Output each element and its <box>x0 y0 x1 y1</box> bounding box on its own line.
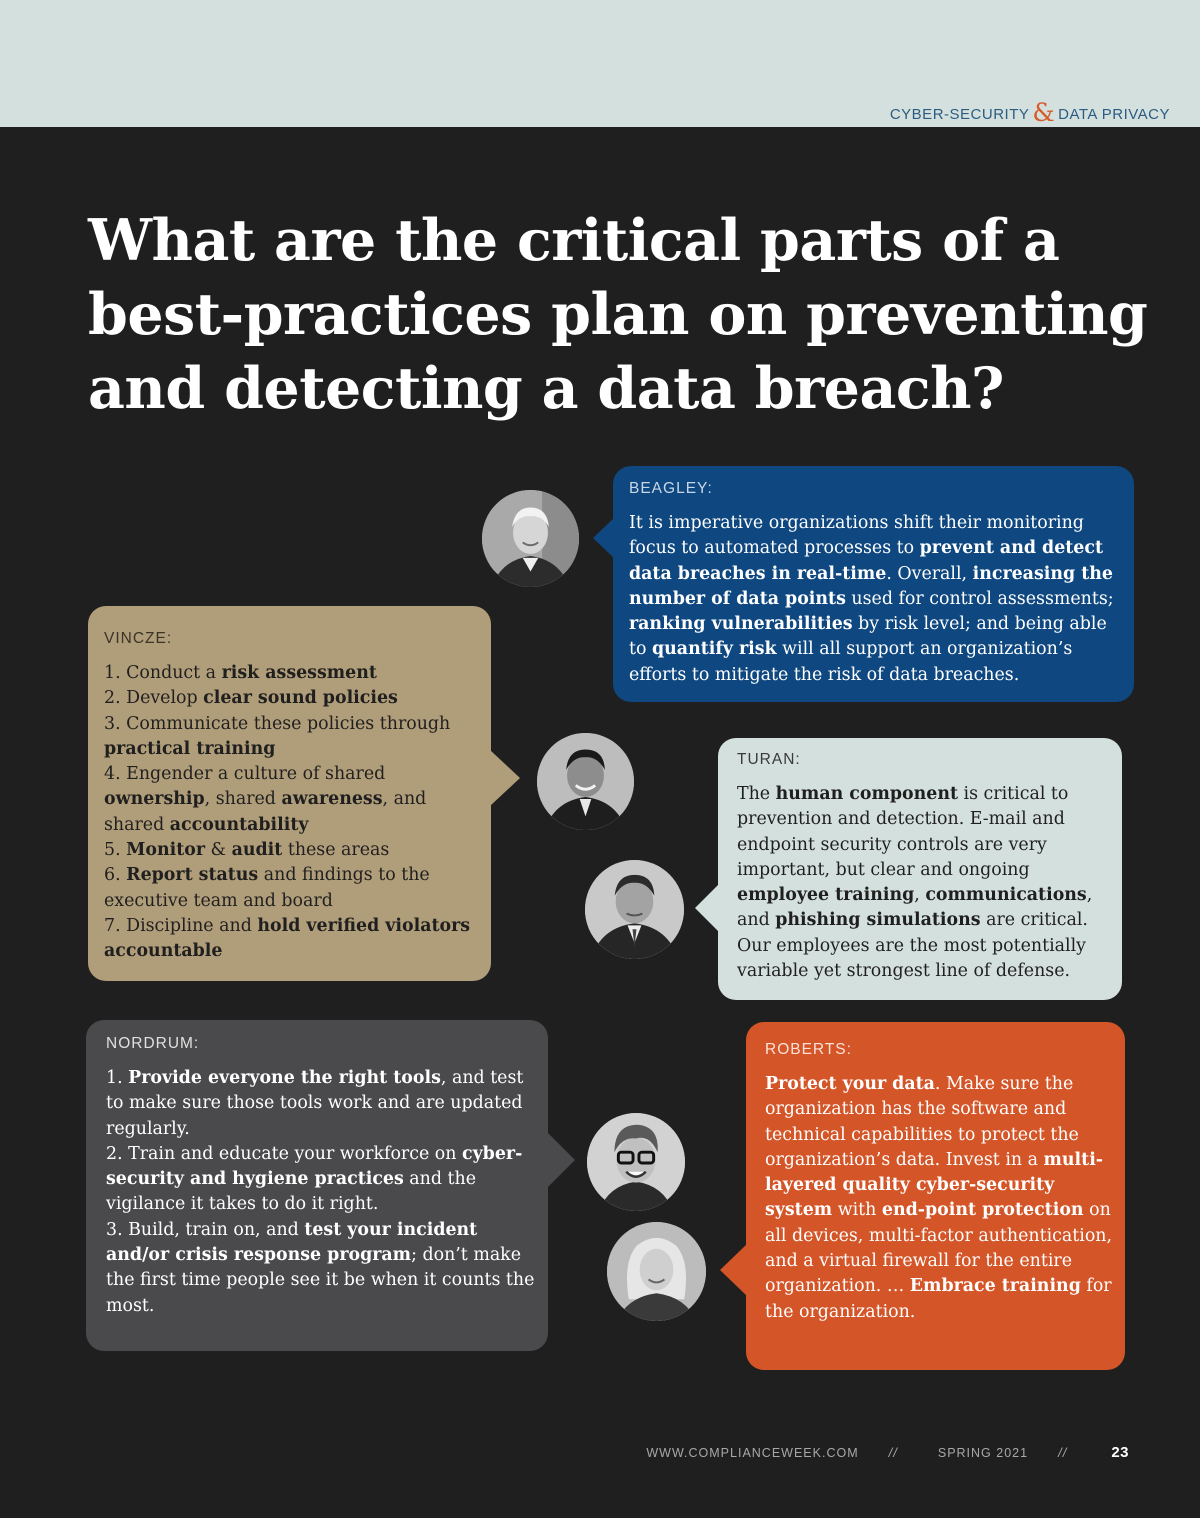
beagley-quote-segment: quantify risk <box>652 639 777 660</box>
footer-separator-2: // <box>1058 1445 1068 1460</box>
section-label-right: DATA PRIVACY <box>1058 106 1170 123</box>
list-item <box>106 1218 538 1319</box>
headline: What are the critical parts of a best-practices plan on preventing and detecting a data breach? <box>88 207 1148 422</box>
list-item <box>104 661 481 686</box>
turan-quote-box <box>718 738 1122 1000</box>
list-item-segment: 7. Discipline and <box>104 915 258 936</box>
list-item <box>104 686 481 711</box>
list-item-segment: , and test to make sure those tools work and are updated regularly. <box>106 1068 524 1139</box>
roberts-quote <box>765 1072 1117 1325</box>
list-item-segment: 3. Build, train on, and <box>106 1219 305 1240</box>
list-item <box>104 863 481 914</box>
roberts-quote-segment: multi-layered quality cyber-security system <box>765 1149 1104 1221</box>
nordrum-quote-box <box>86 1020 548 1351</box>
roberts-speaker: ROBERTS: <box>765 1041 852 1058</box>
list-item-segment: these areas <box>282 840 390 861</box>
turan-quote-segment: human component <box>775 784 959 804</box>
beagley-quote-segment: . Overall, <box>886 563 973 584</box>
list-item-segment: practical training <box>104 738 276 759</box>
list-item-segment: Monitor <box>126 840 206 861</box>
nordrum-list <box>106 1066 538 1319</box>
list-item <box>104 914 481 965</box>
list-item-segment: & <box>205 840 232 861</box>
turan-quote <box>737 782 1112 984</box>
list-item <box>104 712 481 763</box>
section-label <box>890 96 1170 125</box>
nordrum-portrait <box>587 1113 685 1211</box>
beagley-quote-segment: ranking vulnerabilities <box>629 614 853 635</box>
turan-speaker: TURAN: <box>737 751 801 768</box>
list-item-segment: Report status <box>126 865 259 886</box>
list-item-segment: 2. Develop <box>104 688 204 709</box>
list-item-segment: ownership <box>104 789 205 810</box>
list-item-segment: test your incident and/or crisis response program <box>106 1219 478 1266</box>
roberts-quote-segment: with <box>832 1200 882 1221</box>
nordrum-callout-pointer <box>547 1132 575 1188</box>
turan-quote-segment: phishing simulations <box>775 910 981 931</box>
roberts-quote-segment: Protect your data <box>765 1074 935 1094</box>
list-item-segment: , and shared <box>104 789 427 835</box>
turan-quote-segment: communications <box>925 885 1087 906</box>
list-item-segment: and the vigilance it takes to do it right. <box>106 1169 477 1215</box>
turan-callout-pointer <box>695 884 719 932</box>
turan-quote-segment: are critical. Our employees are the most potentially variable yet strongest line of defense. <box>737 910 1088 982</box>
turan-quote-segment: The <box>737 784 776 804</box>
vincze-list <box>104 661 481 965</box>
beagley-quote-segment: used for control assessments; <box>845 588 1114 609</box>
list-item-segment: cyber-security and hygiene practices <box>106 1143 523 1190</box>
list-item-segment: Provide everyone the right tools <box>128 1068 441 1088</box>
vincze-speaker: VINCZE: <box>104 630 173 647</box>
vincze-portrait <box>537 733 634 830</box>
list-item <box>104 762 481 838</box>
beagley-portrait <box>482 490 579 587</box>
beagley-quote-segment: by risk level; and being able to <box>629 614 1107 660</box>
footer <box>646 1444 1129 1461</box>
list-item-segment: awareness <box>281 789 383 810</box>
list-item <box>106 1142 538 1218</box>
list-item-segment: 1. Conduct a <box>104 663 222 683</box>
roberts-callout-pointer <box>720 1244 747 1296</box>
list-item-segment: 5. <box>104 840 127 861</box>
roberts-quote-segment: for the organization. <box>765 1276 1112 1322</box>
list-item-segment: hold verified violators accountable <box>104 915 471 962</box>
roberts-quote-segment: on all devices, multi-factor authentication, and a virtual firewall for the entire organization. … <box>765 1200 1113 1297</box>
list-item-segment: audit <box>231 840 283 861</box>
beagley-quote <box>629 511 1120 688</box>
roberts-quote-segment: . Make sure the organization has the software and technical capabilities to protect the organization’s data. Invest in a <box>765 1074 1079 1170</box>
beagley-speaker: BEAGLEY: <box>629 480 713 497</box>
nordrum-speaker: NORDRUM: <box>106 1035 200 1052</box>
list-item-segment: 2. Train and educate your workforce on <box>106 1143 462 1164</box>
roberts-portrait <box>607 1222 706 1321</box>
turan-quote-segment: , and <box>737 885 1093 931</box>
beagley-quote-box <box>613 466 1134 702</box>
footer-separator-1: // <box>888 1445 898 1460</box>
list-item-segment: , shared <box>204 789 282 810</box>
vincze-quote-box <box>88 606 491 981</box>
beagley-quote-segment: It is imperative organizations shift their monitoring focus to automated processes to <box>629 513 1084 559</box>
turan-quote-segment: is critical to prevention and detection. E-mail and endpoint security controls are very important, but clear and ongoing <box>737 784 1069 880</box>
list-item-segment: risk assessment <box>221 663 377 683</box>
list-item-segment: ; don’t make the first time people see it be when it counts the most. <box>106 1245 535 1316</box>
list-item-segment: and findings to the executive team and board <box>104 865 430 911</box>
roberts-quote-segment: end-point protection <box>881 1200 1084 1221</box>
list-item <box>104 838 481 863</box>
ampersand: & <box>1032 98 1056 127</box>
turan-quote-segment: employee training <box>737 885 915 906</box>
footer-website: WWW.COMPLIANCEWEEK.COM <box>646 1446 859 1460</box>
list-item-segment: clear sound policies <box>203 688 398 709</box>
beagley-quote-segment: prevent and detect data breaches in real-time <box>629 538 1103 584</box>
footer-issue: SPRING 2021 <box>937 1446 1029 1460</box>
list-item-segment: 4. Engender a culture of shared <box>104 764 386 785</box>
list-item-segment: 6. <box>104 865 127 886</box>
beagley-quote-segment: increasing the number of data points <box>629 563 1113 609</box>
page-number: 23 <box>1111 1444 1129 1461</box>
roberts-quote-box <box>746 1022 1125 1370</box>
turan-portrait <box>585 860 684 959</box>
list-item <box>106 1066 538 1142</box>
beagley-quote-segment: will all support an organization’s efforts to mitigate the risk of data breaches. <box>629 639 1073 685</box>
list-item-segment: accountability <box>169 814 309 835</box>
list-item-segment: 1. <box>106 1068 129 1088</box>
turan-quote-segment: , <box>914 885 926 906</box>
beagley-callout-pointer <box>593 518 614 558</box>
roberts-quote-segment: Embrace training <box>909 1276 1081 1297</box>
list-item-segment: 3. Communicate these policies through <box>104 713 451 734</box>
vincze-callout-pointer <box>490 750 520 806</box>
section-label-left: CYBER-SECURITY <box>889 106 1030 123</box>
